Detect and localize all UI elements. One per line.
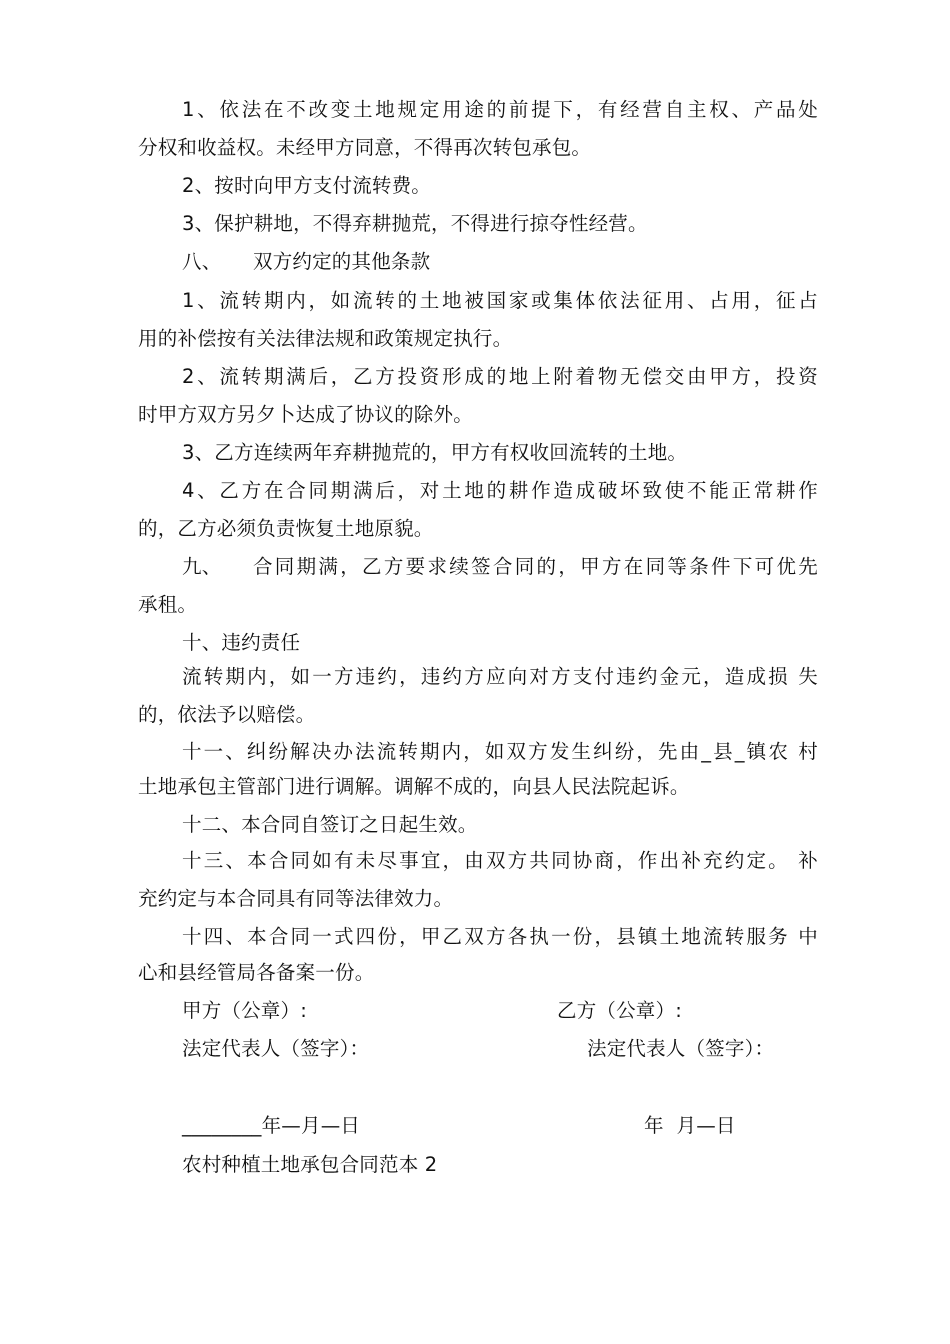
section-10-heading: 十、违约责任 [182, 631, 301, 654]
clause-7-1-line1: 1、依法在不改变土地规定用途的前提下，有经营自主权、产品处 [182, 98, 818, 121]
section-8-heading: 双方约定的其他条款 [253, 250, 431, 273]
party-a-date: ________年—月—日 [182, 1114, 361, 1137]
clause-8-4-line2: 的，乙方必须负责恢复土地原貌。 [138, 517, 434, 540]
clause-7-1-line2: 分权和收益权。未经甲方同意，不得再次转包承包。 [138, 136, 592, 159]
section-9-number: 九、 [182, 555, 222, 578]
section-10-line1: 流转期内，如一方违约，违约方应向对方支付违约金元，造成损 失 [182, 665, 818, 688]
section-14-line2: 心和县经管局各备案一份。 [138, 961, 375, 984]
section-9-line1: 合同期满，乙方要求续签合同的，甲方在同等条件下可优先 [253, 555, 818, 578]
section-13-line2: 充约定与本合同具有同等法律效力。 [138, 887, 454, 910]
clause-8-2-line2: 时甲方双方另夕卜达成了协议的除外。 [138, 403, 473, 426]
section-12: 十二、本合同自签订之日起生效。 [182, 813, 478, 836]
clause-8-1-line2: 用的补偿按有关法律法规和政策规定执行。 [138, 327, 513, 350]
section-14-line1: 十四、本合同一式四份，甲乙双方各执一份，县镇土地流转服务 中 [182, 925, 818, 948]
party-b-seal: 乙方（公章）: [557, 999, 682, 1022]
clause-7-3: 3、保护耕地，不得弃耕抛荒，不得进行掠夺性经营。 [182, 212, 648, 235]
party-a-representative: 法定代表人（签字）： [182, 1037, 370, 1060]
section-11-line1: 十一、纠纷解决办法流转期内，如双方发生纠纷，先由_县_镇农 村 [182, 740, 818, 763]
clause-7-2: 2、按时向甲方支付流转费。 [182, 174, 432, 197]
section-13-line1: 十三、本合同如有未尽事宜，由双方共同协商，作出补充约定。 补 [182, 849, 818, 872]
section-8-number: 八、 [182, 250, 222, 273]
next-document-title: 农村种植土地承包合同范本 2 [182, 1153, 438, 1176]
party-b-date: 年 月—日 [644, 1114, 736, 1137]
section-9-line2: 承租。 [138, 593, 198, 616]
party-b-representative: 法定代表人（签字）： [587, 1037, 775, 1060]
clause-8-3: 3、乙方连续两年弃耕抛荒的，甲方有权收回流转的土地。 [182, 441, 688, 464]
clause-8-4-line1: 4、乙方在合同期满后，对土地的耕作造成破坏致使不能正常耕作 [182, 479, 818, 502]
clause-8-2-line1: 2、流转期满后，乙方投资形成的地上附着物无偿交由甲方，投资 [182, 365, 818, 388]
clause-8-1-line1: 1、流转期内，如流转的土地被国家或集体依法征用、占用，征占 [182, 289, 818, 312]
section-11-line2: 土地承包主管部门进行调解。调解不成的，向县人民法院起诉。 [138, 775, 690, 798]
party-a-seal: 甲方（公章）: [182, 999, 307, 1022]
section-10-line2: 的，依法予以赔偿。 [138, 703, 316, 726]
